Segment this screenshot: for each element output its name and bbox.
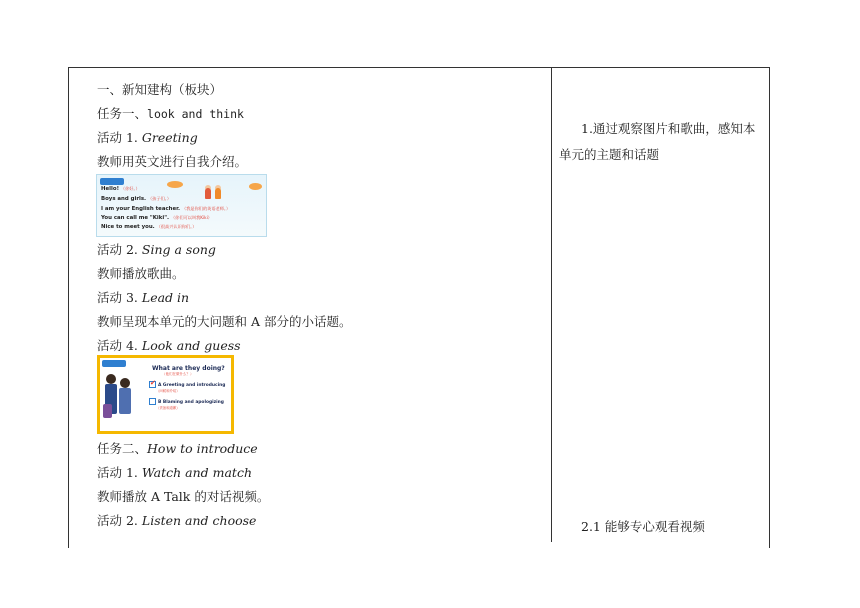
- activity1-line: [97, 130, 198, 146]
- task2-title: How to introduce: [147, 441, 258, 456]
- activity1-desc: 教师用英文进行自我介绍。: [97, 154, 248, 169]
- activity1-prefix: 活动 1.: [97, 130, 138, 145]
- slide2-option-b: B Blaming and apologizing （责备和道歉）: [149, 398, 224, 410]
- goal-2: 2.1 能够专心观看视频: [581, 519, 705, 534]
- activity3-title: Lead in: [141, 290, 190, 305]
- child-figure: [119, 388, 131, 414]
- slide-tag: [100, 178, 124, 185]
- section-heading: 一、新知建构（板块）: [97, 82, 223, 97]
- slide2-question-cn: （他们在做什么？）: [162, 372, 194, 376]
- activity1-title: Greeting: [141, 130, 198, 145]
- child-figure: [120, 378, 130, 388]
- slide2-question: What are they doing?: [152, 365, 225, 372]
- activity2-desc: 教师播放歌曲。: [97, 266, 185, 281]
- child-figure: [215, 188, 221, 199]
- goal-1: 1.通过观察图片和歌曲，感知本单元的主题和话题: [559, 121, 756, 162]
- activity2-line: 活动 2. Sing a song: [97, 242, 216, 257]
- look-and-guess-slide-image: [97, 355, 234, 434]
- checkbox-checked-icon: ✔: [150, 379, 156, 387]
- slide1-line: You can call me "Kiki". （你们可以叫我Kiki）: [101, 215, 212, 221]
- column-divider: [551, 67, 552, 542]
- task1-line: [97, 106, 244, 122]
- slide1-line: Hello! （你好。）: [101, 186, 140, 192]
- speech-bubble: [167, 181, 183, 188]
- slide1-line: Nice to meet you. （很高兴认识你们。）: [101, 224, 197, 230]
- task1-title: look and think: [147, 107, 244, 121]
- slide2-option-a: ✔ A Greeting and introducing （问候和介绍）: [150, 379, 226, 393]
- child-figure: [205, 188, 211, 199]
- activity3-line: 活动 3. Lead in: [97, 290, 190, 305]
- task2-activity2-line: 活动 2. Listen and choose: [97, 513, 257, 528]
- activity4-title: Look and guess: [141, 338, 241, 353]
- child-figure: [106, 374, 116, 384]
- task2-line: 任务二、How to introduce: [97, 441, 258, 456]
- task2-activity1-desc: 教师播放 A Talk 的对话视频。: [97, 489, 270, 504]
- task2-activity1-line: 活动 1. Watch and match: [97, 465, 253, 480]
- speech-bubble: [249, 183, 262, 190]
- backpack: [103, 404, 112, 418]
- slide-tag: [102, 360, 126, 367]
- greeting-slide-image: [96, 174, 267, 237]
- activity3-desc: 教师呈现本单元的大问题和 A 部分的小话题。: [97, 314, 352, 329]
- activity4-line: 活动 4. Look and guess: [97, 338, 241, 353]
- task2-activity1-title: Watch and match: [141, 465, 253, 480]
- task1-label: 任务一、: [97, 106, 148, 121]
- activity2-title: Sing a song: [141, 242, 216, 257]
- checkbox-icon: [149, 398, 156, 405]
- slide1-line: Boys and girls. （孩子们。）: [101, 196, 172, 202]
- slide1-line: I am your English teacher. （我是你们的英语老师。）: [101, 206, 231, 212]
- task2-activity2-title: Listen and choose: [141, 513, 257, 528]
